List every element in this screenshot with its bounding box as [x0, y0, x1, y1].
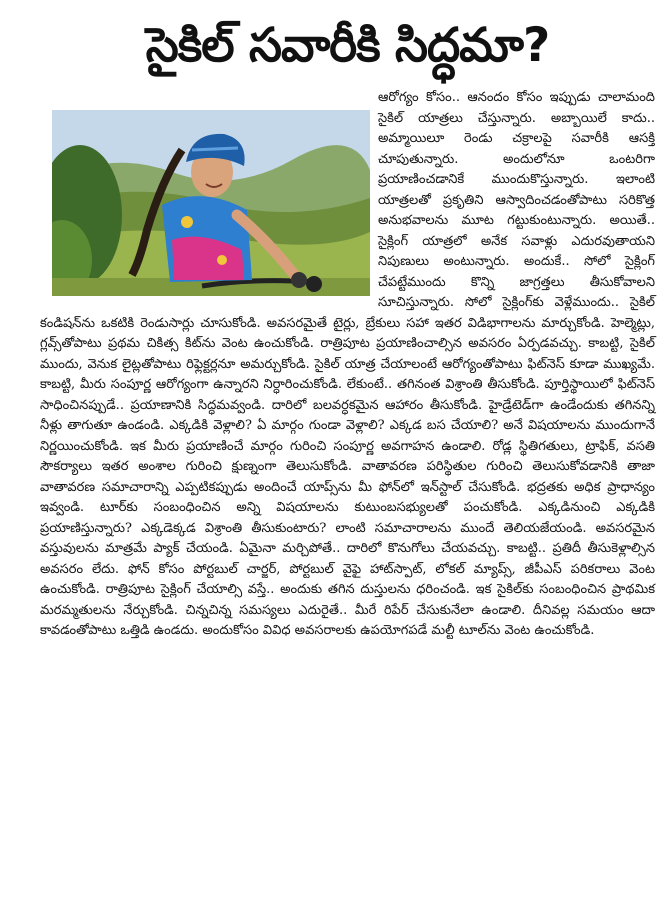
article-text: ఆరోగ్యం కోసం.. ఆనందం కోసం ఇప్పుడు చాలామంది సైకిల్ యాత్రలు చేస్తున్నారు. అబ్బాయిలే కాదు.. అమ్మాయిలూ రెండు చక్రాలపై సవారీకి ఆసక్తి చూపుతున్నారు. అందులోనూ ఒంటరిగా ప్రయాణించడానికే ముందుకొస్తున్నారు. ఇలాంటి యాత్రలతో ప్రకృతిని ఆస్వాదించడంతోపాటు సరికొత్త అనుభవాలను మూట గట్టుకుంటున్నారు. అయితే.. సైక్లింగ్ యాత్రలో అనేక సవాళ్లు ఎదురవుతాయని నిపుణులు అంటున్నారు. అందుకే.. సోలో సైక్లింగ్ చేపట్టేముందు కొన్ని జాగ్రత్తలు తీసుకోవాలని సూచిస్తున్నారు. సోలో సైక్లింగ్‌కు వెళ్లేముందు.. సైకిల్ కండిషన్‌ను ఒకటికి రెండుసార్లు చూసుకోండి. అవసరమైతే టైర్లు, బ్రేకులు సహా ఇతర విడిభాగాలను మార్చుకోండి. హెల్మెట్లు, గ్లవ్స్‌తోపాటు ప్రథమ చికిత్స కిట్‌ను వెంట ఉంచుకోండి. రాత్రిపూట ప్రయాణించాల్సిన అవసరం ఏర్పడవచ్చు. కాబట్టి, సైకిల్ ముందు, వెనుక లైట్లతోపాటు రిఫ్లెక్టర్లనూ అమర్చుకోండి. సైకిల్ యాత్ర చేయాలంటే ఆరోగ్యంతోపాటు ఫిట్‌నెస్ కూడా ముఖ్యమే. కాబట్టి, మీరు సంపూర్ణ ఆరోగ్యంగా ఉన్నారని నిర్ధారించుకోండి. లేకుంటే.. తగినంత విశ్రాంతి తీసుకోండి. పూర్తిస్థాయిలో ఫిట్‌నెస్ సాధించినప్పుడే.. ప్రయాణానికి సిద్ధమవ్వండి. దారిలో బలవర్ధకమైన ఆహారం తీసుకోండి. హైడ్రేటెడ్‌గా ఉండేందుకు తగినన్ని నీళ్లు తాగుతూ ఉండండి. ఎక్కడికి వెళ్లాలి? ఏ మార్గం గుండా వెళ్లాలి? ఎక్కడ బస చేయాలి? అనే విషయాలను ముందుగానే నిర్ణయించుకోండి. ఇక మీరు ప్రయాణించే మార్గం గురించి సంపూర్ణ అవగాహన ఉండాలి. రోడ్ల స్థితిగతులు, ట్రాఫిక్, వసతి సౌకర్యాలు ఇతర అంశాల గురించి క్షుణ్నంగా తెలుసుకోండి. వాతావరణ పరిస్థితుల గురించి తెలుసుకోవడానికి తాజా వాతావరణ సమాచారాన్ని ఎప్పటికప్పుడు అందించే యాప్స్‌ను మీ ఫోన్‌లో ఇన్‌స్టాల్ చేసుకోండి. భద్రతకు అధిక ప్రాధాన్యం ఇవ్వండి. టూర్‌కు సంబంధించిన అన్ని విషయాలను కుటుంబసభ్యులతో పంచుకోండి. ఎక్కడినుంచి ఎక్కడికి ప్రయాణిస్తున్నారు? ఎక్కడెక్కడ విశ్రాంతి తీసుకుంటారు? లాంటి సమాచారాలను ముందే తెలియజేయండి. అవసరమైన వస్తువులను మాత్రమే ప్యాక్ చేయండి. ఏమైనా మర్చిపోతే.. దారిలో కొనుగోలు చేయవచ్చు. కాబట్టి.. ప్రతిదీ తీసుకెళ్లాల్సిన అవసరం లేదు. ఫోన్ కోసం పోర్టబుల్ చార్జర్, పోర్టబుల్ వైఫై హాట్‌స్పాట్, లోకల్ మ్యాప్స్, జీపీఎస్ పరికరాలు వెంట ఉంచుకోండి. రాత్రిపూట సైక్లింగ్ చేయాల్సి వస్తే.. అందుకు తగిన దుస్తులను ధరించండి. ఇక సైకిల్‌కు సంబంధించిన ప్రాథమిక మరమ్మతులను నేర్చుకోండి. చిన్నచిన్న సమస్యలు ఎదురైతే.. మీరే రిపేర్ చేసుకునేలా ఉండాలి. దీనివల్ల సమయం ఆదా కావడంతోపాటు ఒత్తిడి ఉండదు. అందుకోసం వివిధ అవసరాలకు ఉపయోగపడే మల్టీ టూల్‌ను వెంట ఉంచుకోండి. [40, 90, 655, 638]
cyclist-illustration [52, 110, 370, 296]
article-headline: సైకిల్ సవారీకి సిద్ధమా? [145, 18, 550, 73]
cyclist-photo [52, 110, 370, 296]
article-body [40, 88, 655, 642]
